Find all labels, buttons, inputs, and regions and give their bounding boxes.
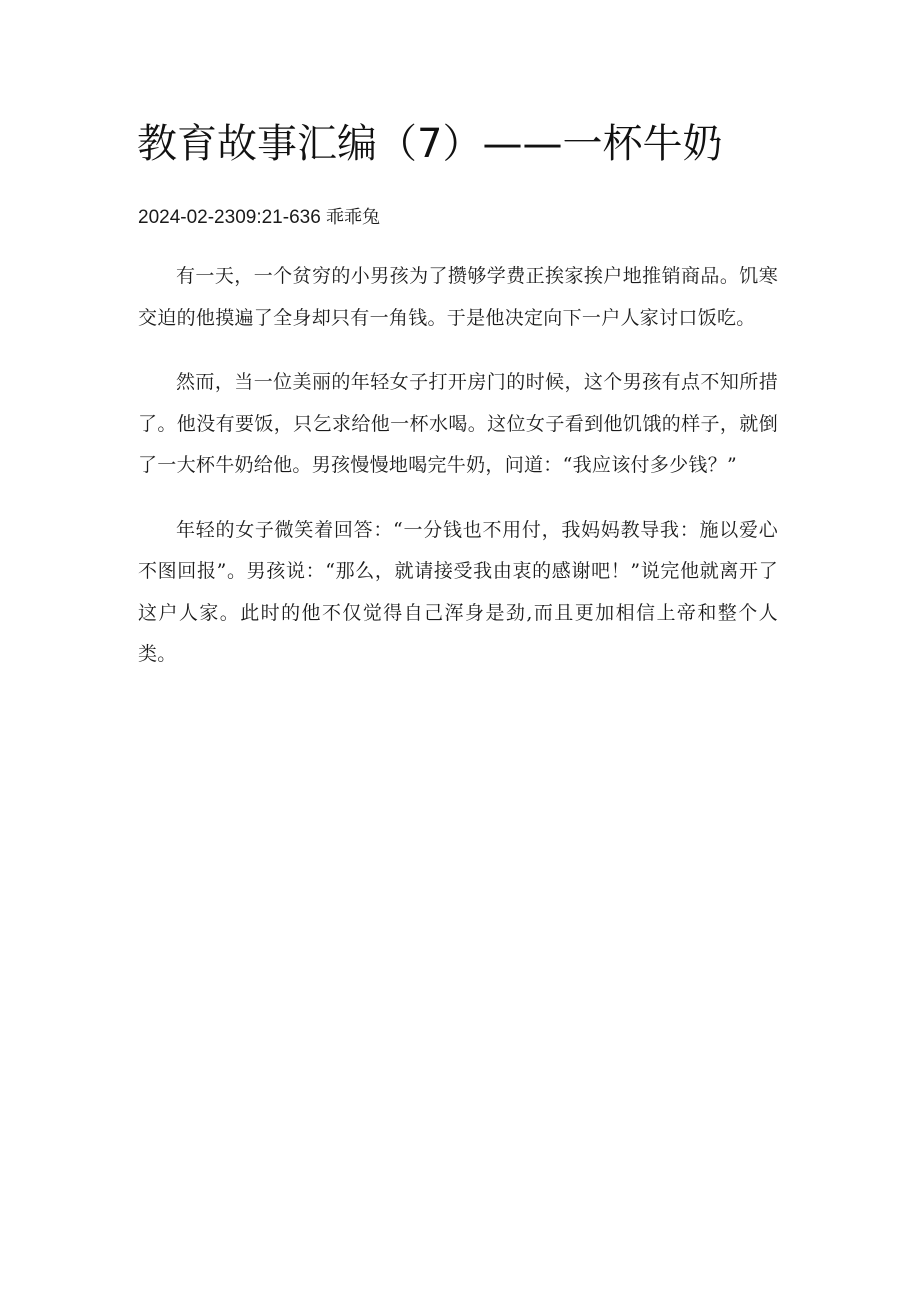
document-title: 教育故事汇编（7）——一杯牛奶 xyxy=(137,121,723,167)
author-name: 乖乖兔 xyxy=(326,207,381,228)
document-meta xyxy=(138,204,380,232)
publish-datetime: 2024-02-2309:21-636 xyxy=(138,207,321,228)
document-body xyxy=(138,256,778,699)
paragraph: 年轻的女子微笑着回答：“一分钱也不用付，我妈妈教导我：施以爱心不图回报”。男孩说：“那么，就请接受我由衷的感谢吧！”说完他就离开了这户人家。此时的他不仅觉得自己浑身是劲,而且更加相信上帝和整个人类。 xyxy=(138,518,778,665)
paragraph: 然而，当一位美丽的年轻女子打开房门的时候，这个男孩有点不知所措了。他没有要饭，只乞求给他一杯水喝。这位女子看到他饥饿的样子，就倒了一大杯牛奶给他。男孩慢慢地喝完牛奶，问道：“我应该付多少钱？” xyxy=(138,371,778,476)
paragraph: 有一天，一个贫穷的小男孩为了攒够学费正挨家挨户地推销商品。饥寒交迫的他摸遍了全身却只有一角钱。于是他决定向下一户人家讨口饭吃。 xyxy=(138,265,778,329)
